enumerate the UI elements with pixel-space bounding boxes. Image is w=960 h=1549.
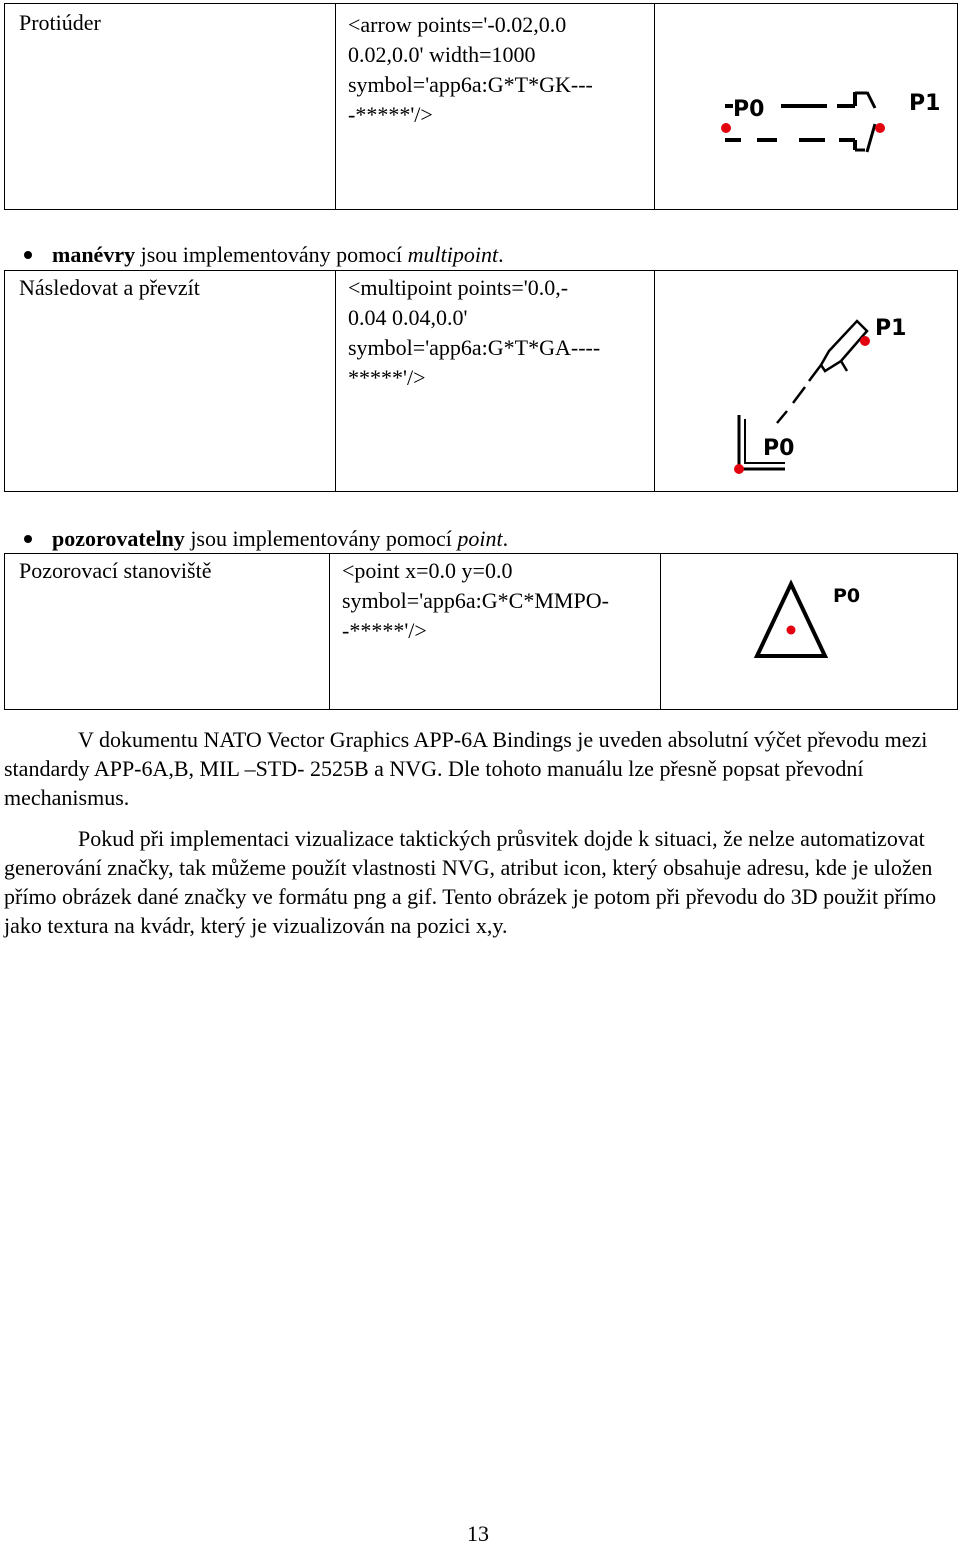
paragraph-app6a-bindings (4, 725, 954, 812)
bullet-text: pozorovatelny jsou implementovány pomocí point. (52, 526, 509, 551)
label-p0: P0 (733, 97, 765, 122)
symbol-name: Následovat a převzít (19, 275, 200, 300)
label-p1: P1 (875, 316, 907, 341)
bullet-dot (24, 251, 32, 259)
symbol-image-cell (661, 554, 958, 710)
code-line: symbol='app6a:G*C*MMPO- (342, 588, 609, 613)
attack-arrow-symbol (715, 80, 960, 170)
point-marker-p1 (860, 336, 870, 346)
point-marker-p0 (721, 123, 731, 133)
code-line: 0.02,0.0' width=1000 (348, 42, 536, 67)
paragraph-text: Pokud při implementaci vizualizace taktických průsvitek dojde k situaci, že nelze automatizovat generování značky, tak můžeme použít vlastnosti NVG, atribut icon, který obsahuje adresu, kde je uložen přímo obrázek dané značky ve formátu png a gif. Tento obrázek je potom při převodu do 3D použit přímo jako textura na kvádr, který je vizualizován na pozici x,y. (4, 826, 937, 938)
code-line: *****'/> (348, 365, 426, 390)
symbol-name-cell (5, 271, 336, 492)
bullet-dot (24, 535, 32, 543)
code-line: 0.04 0.04,0.0' (348, 305, 468, 330)
symbol-table-1 (4, 3, 958, 210)
symbol-code-cell (330, 554, 661, 710)
page-number: 13 (467, 1521, 489, 1546)
code-line: <multipoint points='0.0,- (348, 275, 569, 300)
observation-post-symbol (751, 578, 901, 668)
symbol-image-cell (655, 271, 958, 492)
point-marker-p0 (787, 626, 796, 635)
bullet-text: manévry jsou implementovány pomocí multipoint. (52, 242, 504, 267)
code-line: <point x=0.0 y=0.0 (342, 558, 513, 583)
symbol-code-cell (336, 271, 655, 492)
follow-and-assume-symbol (725, 307, 925, 487)
paragraph-text: V dokumentu NATO Vector Graphics APP-6A Bindings je uveden absolutní výčet převodu mezi standardy APP-6A,B, MIL –STD- 2525B a NVG. Dle tohoto manuálu lze přesně popsat převodní mechanismus. (4, 727, 928, 810)
point-marker-p0 (734, 464, 744, 474)
point-marker-p1 (875, 123, 885, 133)
symbol-image-cell (655, 4, 958, 210)
label-p0: P0 (833, 585, 861, 607)
code-line: -*****'/> (348, 102, 433, 127)
code-line: symbol='app6a:G*T*GA---- (348, 335, 601, 360)
symbol-name-cell (5, 4, 336, 210)
symbol-name: Protiúder (19, 10, 101, 35)
symbol-table-3 (4, 553, 958, 710)
symbol-code-cell (336, 4, 655, 210)
label-p1: P1 (909, 91, 941, 116)
code-line: -*****'/> (342, 618, 427, 643)
symbol-name: Pozorovací stanoviště (19, 558, 212, 583)
code-line: symbol='app6a:G*T*GK--- (348, 72, 593, 97)
code-line: <arrow points='-0.02,0.0 (348, 12, 567, 37)
symbol-name-cell (5, 554, 330, 710)
paragraph-icon-attribute (4, 824, 954, 940)
symbol-table-2 (4, 270, 958, 492)
label-p0: P0 (763, 436, 795, 461)
